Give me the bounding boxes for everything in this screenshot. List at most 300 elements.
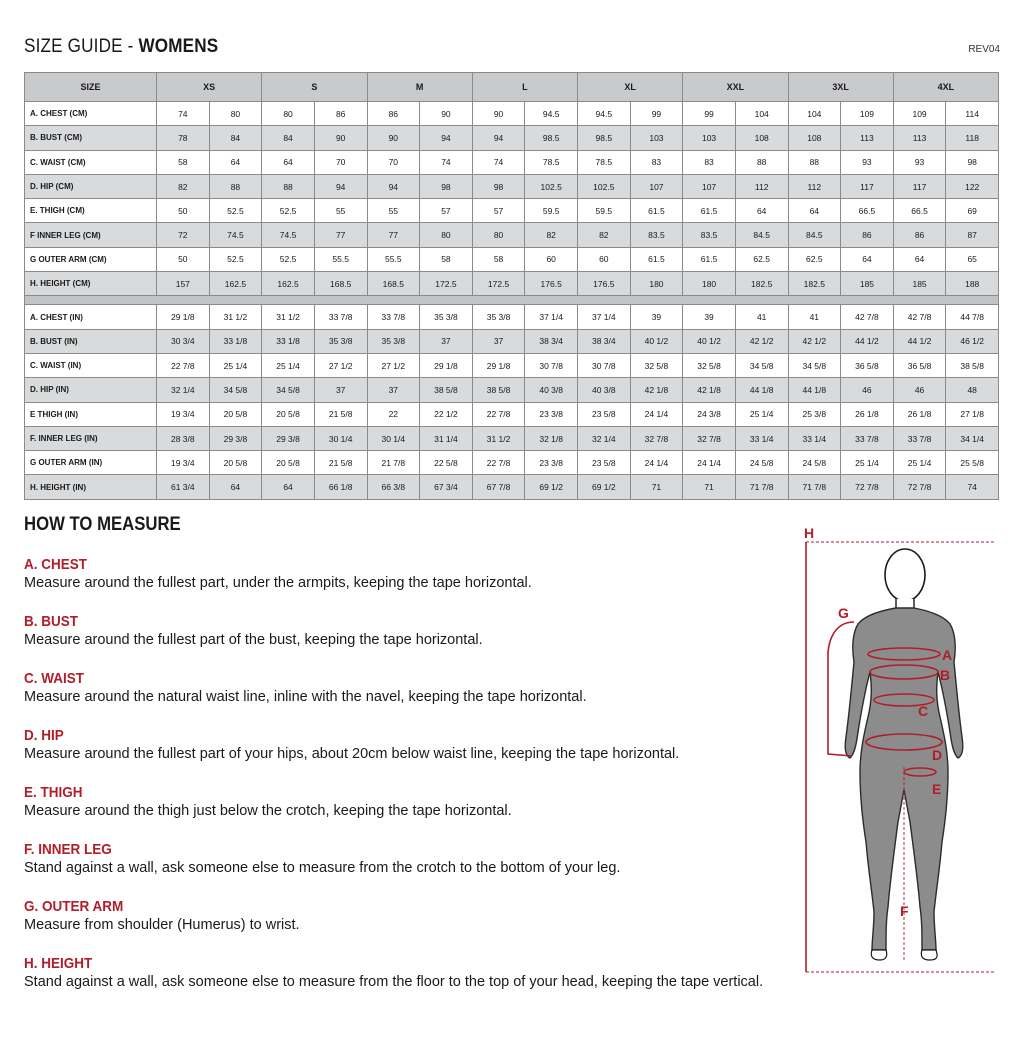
measure-heading: C. WAIST <box>24 670 85 687</box>
table-cell: 33 1/4 <box>788 426 841 450</box>
row-label: E THIGH (IN) <box>25 402 157 426</box>
table-cell: 83 <box>630 150 683 174</box>
table-row <box>25 426 999 450</box>
table-cell: 27 1/8 <box>946 402 999 426</box>
table-cell: 98.5 <box>578 126 631 150</box>
table-cell: 64 <box>893 247 946 271</box>
table-cell: 113 <box>841 126 894 150</box>
table-cell: 90 <box>367 126 420 150</box>
table-cell: 33 1/4 <box>735 426 788 450</box>
table-cell: 32 1/4 <box>578 426 631 450</box>
table-cell: 23 5/8 <box>578 451 631 475</box>
table-cell: 71 7/8 <box>735 475 788 499</box>
table-cell: 19 3/4 <box>157 451 210 475</box>
table-cell: 72 7/8 <box>893 475 946 499</box>
table-cell: 40 1/2 <box>683 329 736 353</box>
table-cell: 83 <box>683 150 736 174</box>
table-cell: 58 <box>157 150 210 174</box>
table-cell: 35 3/8 <box>472 305 525 329</box>
table-cell: 66 1/8 <box>314 475 367 499</box>
title-gender: WOMENS <box>138 36 219 57</box>
measure-item <box>24 613 483 650</box>
table-cell: 61 3/4 <box>157 475 210 499</box>
table-cell: 180 <box>630 272 683 296</box>
measure-text: Stand against a wall, ask someone else to measure from the crotch to the bottom of your leg. <box>24 860 621 876</box>
table-cell: 87 <box>946 223 999 247</box>
table-cell: 35 3/8 <box>367 329 420 353</box>
table-cell: 99 <box>683 102 736 126</box>
table-cell: 44 1/2 <box>893 329 946 353</box>
table-cell: 50 <box>157 199 210 223</box>
table-cell: 55 <box>314 199 367 223</box>
table-cell: 64 <box>841 247 894 271</box>
measure-text: Measure from shoulder (Humerus) to wrist. <box>24 917 300 933</box>
table-row <box>25 247 999 271</box>
table-cell: 25 3/8 <box>788 402 841 426</box>
row-label: G OUTER ARM (IN) <box>25 451 157 475</box>
table-cell: 114 <box>946 102 999 126</box>
table-cell: 182.5 <box>735 272 788 296</box>
label-g: G <box>838 605 849 621</box>
table-cell: 20 5/8 <box>262 451 315 475</box>
table-row <box>25 475 999 499</box>
table-cell: 83.5 <box>683 223 736 247</box>
table-cell: 83.5 <box>630 223 683 247</box>
table-row <box>25 150 999 174</box>
table-cell: 64 <box>788 199 841 223</box>
table-cell: 74 <box>472 150 525 174</box>
row-label: H. HEIGHT (IN) <box>25 475 157 499</box>
table-cell: 94 <box>420 126 473 150</box>
measure-item <box>24 556 532 593</box>
table-cell: 109 <box>893 102 946 126</box>
table-row <box>25 451 999 475</box>
table-cell: 168.5 <box>314 272 367 296</box>
page-title <box>24 36 218 58</box>
table-cell: 44 7/8 <box>946 305 999 329</box>
table-cell: 25 1/4 <box>262 353 315 377</box>
table-cell: 38 5/8 <box>472 378 525 402</box>
table-cell: 117 <box>841 174 894 198</box>
table-cell: 74 <box>420 150 473 174</box>
table-cell: 39 <box>630 305 683 329</box>
table-cell: 24 5/8 <box>735 451 788 475</box>
measure-heading: H. HEIGHT <box>24 955 93 972</box>
table-cell: 98 <box>420 174 473 198</box>
table-cell: 55.5 <box>314 247 367 271</box>
row-label: C. WAIST (CM) <box>25 150 157 174</box>
table-cell: 113 <box>893 126 946 150</box>
table-cell: 25 1/4 <box>209 353 262 377</box>
size-header-row <box>25 73 999 102</box>
table-cell: 98.5 <box>525 126 578 150</box>
table-cell: 30 1/4 <box>367 426 420 450</box>
table-cell: 34 1/4 <box>946 426 999 450</box>
measure-heading: D. HIP <box>24 727 64 744</box>
table-cell: 40 3/8 <box>578 378 631 402</box>
row-label: D. HIP (CM) <box>25 174 157 198</box>
measure-heading: G. OUTER ARM <box>24 898 124 915</box>
table-cell: 98 <box>946 150 999 174</box>
table-cell: 67 3/4 <box>420 475 473 499</box>
label-a: A <box>942 647 953 663</box>
table-row <box>25 378 999 402</box>
table-cell: 61.5 <box>630 199 683 223</box>
table-row <box>25 199 999 223</box>
separator-cell <box>25 296 999 305</box>
table-cell: 80 <box>262 102 315 126</box>
table-cell: 33 7/8 <box>367 305 420 329</box>
table-cell: 25 1/4 <box>841 451 894 475</box>
table-cell: 31 1/2 <box>472 426 525 450</box>
table-cell: 38 3/4 <box>578 329 631 353</box>
table-cell: 38 5/8 <box>420 378 473 402</box>
table-cell: 42 7/8 <box>893 305 946 329</box>
table-cell: 88 <box>735 150 788 174</box>
table-cell: 77 <box>314 223 367 247</box>
table-cell: 84.5 <box>735 223 788 247</box>
table-cell: 88 <box>262 174 315 198</box>
table-cell: 32 5/8 <box>683 353 736 377</box>
label-e: E <box>932 781 942 797</box>
table-cell: 29 3/8 <box>262 426 315 450</box>
table-cell: 32 1/4 <box>157 378 210 402</box>
size-header-xl: XL <box>578 73 683 102</box>
table-cell: 78.5 <box>578 150 631 174</box>
row-label: A. CHEST (IN) <box>25 305 157 329</box>
table-cell: 29 1/8 <box>472 353 525 377</box>
measure-item <box>24 727 679 764</box>
table-cell: 71 7/8 <box>788 475 841 499</box>
table-cell: 84 <box>262 126 315 150</box>
table-cell: 29 1/8 <box>420 353 473 377</box>
table-cell: 99 <box>630 102 683 126</box>
table-cell: 20 5/8 <box>209 402 262 426</box>
table-cell: 40 1/2 <box>630 329 683 353</box>
table-cell: 24 1/4 <box>683 451 736 475</box>
table-cell: 168.5 <box>367 272 420 296</box>
table-cell: 25 1/4 <box>893 451 946 475</box>
table-cell: 42 1/2 <box>735 329 788 353</box>
table-cell: 80 <box>472 223 525 247</box>
table-cell: 117 <box>893 174 946 198</box>
table-cell: 74.5 <box>209 223 262 247</box>
table-cell: 104 <box>788 102 841 126</box>
table-cell: 103 <box>683 126 736 150</box>
table-cell: 44 1/8 <box>788 378 841 402</box>
table-cell: 62.5 <box>788 247 841 271</box>
table-cell: 31 1/2 <box>209 305 262 329</box>
measure-item <box>24 898 300 935</box>
table-cell: 60 <box>578 247 631 271</box>
table-cell: 20 5/8 <box>262 402 315 426</box>
table-cell: 162.5 <box>209 272 262 296</box>
table-cell: 86 <box>893 223 946 247</box>
table-cell: 22 <box>367 402 420 426</box>
label-d: D <box>932 747 943 763</box>
table-cell: 108 <box>788 126 841 150</box>
table-cell: 98 <box>472 174 525 198</box>
table-cell: 34 5/8 <box>262 378 315 402</box>
table-cell: 57 <box>472 199 525 223</box>
table-cell: 32 7/8 <box>630 426 683 450</box>
table-cell: 103 <box>630 126 683 150</box>
table-cell: 60 <box>525 247 578 271</box>
table-cell: 59.5 <box>578 199 631 223</box>
row-label: B. BUST (CM) <box>25 126 157 150</box>
measure-text: Measure around the fullest part of your hips, about 20cm below waist line, keeping the tape horizontal. <box>24 746 680 762</box>
table-separator <box>25 296 999 305</box>
size-header-xxl: XXL <box>683 73 788 102</box>
size-table <box>24 72 999 500</box>
table-cell: 24 1/4 <box>630 451 683 475</box>
size-header-m: M <box>367 73 472 102</box>
table-cell: 21 5/8 <box>314 402 367 426</box>
table-cell: 182.5 <box>788 272 841 296</box>
table-cell: 39 <box>683 305 736 329</box>
table-cell: 82 <box>157 174 210 198</box>
table-cell: 30 7/8 <box>525 353 578 377</box>
table-cell: 157 <box>157 272 210 296</box>
table-cell: 185 <box>893 272 946 296</box>
table-cell: 42 7/8 <box>841 305 894 329</box>
table-cell: 19 3/4 <box>157 402 210 426</box>
table-cell: 107 <box>683 174 736 198</box>
table-cell: 24 5/8 <box>788 451 841 475</box>
size-header-4xl: 4XL <box>893 73 998 102</box>
table-cell: 71 <box>683 475 736 499</box>
table-cell: 64 <box>262 475 315 499</box>
measure-heading: B. BUST <box>24 613 78 630</box>
row-label: D. HIP (IN) <box>25 378 157 402</box>
measure-heading: F. INNER LEG <box>24 841 112 858</box>
table-cell: 30 1/4 <box>314 426 367 450</box>
table-cell: 94.5 <box>525 102 578 126</box>
table-cell: 93 <box>841 150 894 174</box>
table-cell: 57 <box>420 199 473 223</box>
row-label: A. CHEST (CM) <box>25 102 157 126</box>
table-cell: 42 1/8 <box>683 378 736 402</box>
table-cell: 26 1/8 <box>841 402 894 426</box>
table-cell: 80 <box>420 223 473 247</box>
table-cell: 66 3/8 <box>367 475 420 499</box>
table-cell: 21 7/8 <box>367 451 420 475</box>
table-cell: 69 1/2 <box>578 475 631 499</box>
table-cell: 72 7/8 <box>841 475 894 499</box>
table-cell: 25 1/4 <box>735 402 788 426</box>
size-header-l: L <box>472 73 577 102</box>
measure-item <box>24 670 587 707</box>
table-cell: 38 5/8 <box>946 353 999 377</box>
table-cell: 176.5 <box>578 272 631 296</box>
table-cell: 78.5 <box>525 150 578 174</box>
table-cell: 22 7/8 <box>157 353 210 377</box>
table-row <box>25 329 999 353</box>
table-cell: 46 <box>841 378 894 402</box>
title-prefix: SIZE GUIDE - <box>24 36 139 57</box>
measure-text: Stand against a wall, ask someone else to measure from the floor to the top of your head, keeping the tape vertical. <box>24 974 764 990</box>
table-cell: 94 <box>472 126 525 150</box>
table-cell: 66.5 <box>841 199 894 223</box>
table-cell: 66.5 <box>893 199 946 223</box>
table-cell: 22 1/2 <box>420 402 473 426</box>
table-cell: 108 <box>735 126 788 150</box>
table-cell: 52.5 <box>262 247 315 271</box>
table-cell: 23 3/8 <box>525 451 578 475</box>
table-cell: 176.5 <box>525 272 578 296</box>
table-cell: 33 7/8 <box>314 305 367 329</box>
table-cell: 90 <box>314 126 367 150</box>
table-cell: 32 5/8 <box>630 353 683 377</box>
measure-item <box>24 784 512 821</box>
table-cell: 34 5/8 <box>209 378 262 402</box>
table-cell: 30 7/8 <box>578 353 631 377</box>
size-header-xs: XS <box>157 73 262 102</box>
table-cell: 72 <box>157 223 210 247</box>
row-label: C. WAIST (IN) <box>25 353 157 377</box>
measure-heading: E. THIGH <box>24 784 83 801</box>
table-cell: 23 3/8 <box>525 402 578 426</box>
table-cell: 104 <box>735 102 788 126</box>
table-cell: 86 <box>314 102 367 126</box>
table-cell: 61.5 <box>683 247 736 271</box>
table-cell: 94 <box>367 174 420 198</box>
table-cell: 69 <box>946 199 999 223</box>
table-cell: 80 <box>209 102 262 126</box>
label-h: H <box>804 525 815 541</box>
table-cell: 36 5/8 <box>841 353 894 377</box>
table-cell: 33 1/8 <box>209 329 262 353</box>
table-cell: 55 <box>367 199 420 223</box>
table-cell: 122 <box>946 174 999 198</box>
table-cell: 33 7/8 <box>893 426 946 450</box>
table-cell: 55.5 <box>367 247 420 271</box>
table-cell: 26 1/8 <box>893 402 946 426</box>
table-cell: 29 1/8 <box>157 305 210 329</box>
table-row <box>25 126 999 150</box>
table-cell: 41 <box>788 305 841 329</box>
table-cell: 67 7/8 <box>472 475 525 499</box>
table-cell: 74.5 <box>262 223 315 247</box>
table-cell: 32 7/8 <box>683 426 736 450</box>
table-cell: 64 <box>262 150 315 174</box>
row-label: B. BUST (IN) <box>25 329 157 353</box>
table-cell: 109 <box>841 102 894 126</box>
table-cell: 188 <box>946 272 999 296</box>
table-cell: 48 <box>946 378 999 402</box>
table-cell: 22 7/8 <box>472 451 525 475</box>
how-to-measure-title: HOW TO MEASURE <box>24 514 181 535</box>
table-cell: 24 1/4 <box>630 402 683 426</box>
table-cell: 88 <box>209 174 262 198</box>
size-header-label: SIZE <box>25 73 157 102</box>
measure-text: Measure around the fullest part, under the armpits, keeping the tape horizontal. <box>24 575 532 591</box>
table-cell: 44 1/2 <box>841 329 894 353</box>
table-cell: 50 <box>157 247 210 271</box>
table-cell: 28 3/8 <box>157 426 210 450</box>
table-cell: 27 1/2 <box>367 353 420 377</box>
table-cell: 37 <box>367 378 420 402</box>
table-cell: 20 5/8 <box>209 451 262 475</box>
table-cell: 59.5 <box>525 199 578 223</box>
table-cell: 62.5 <box>735 247 788 271</box>
table-cell: 172.5 <box>472 272 525 296</box>
table-cell: 162.5 <box>262 272 315 296</box>
table-cell: 42 1/8 <box>630 378 683 402</box>
table-cell: 35 3/8 <box>420 305 473 329</box>
table-cell: 33 7/8 <box>841 426 894 450</box>
table-cell: 64 <box>735 199 788 223</box>
table-cell: 64 <box>209 150 262 174</box>
table-cell: 64 <box>209 475 262 499</box>
table-row <box>25 223 999 247</box>
table-cell: 86 <box>841 223 894 247</box>
table-cell: 37 <box>420 329 473 353</box>
table-cell: 77 <box>367 223 420 247</box>
table-cell: 21 5/8 <box>314 451 367 475</box>
table-cell: 25 5/8 <box>946 451 999 475</box>
table-cell: 27 1/2 <box>314 353 367 377</box>
table-cell: 37 1/4 <box>525 305 578 329</box>
label-b: B <box>940 667 951 683</box>
table-cell: 185 <box>841 272 894 296</box>
table-cell: 52.5 <box>209 199 262 223</box>
table-cell: 180 <box>683 272 736 296</box>
row-label: F INNER LEG (CM) <box>25 223 157 247</box>
table-cell: 38 3/4 <box>525 329 578 353</box>
table-cell: 32 1/8 <box>525 426 578 450</box>
table-cell: 52.5 <box>209 247 262 271</box>
table-cell: 82 <box>578 223 631 247</box>
table-cell: 37 1/4 <box>578 305 631 329</box>
table-cell: 31 1/2 <box>262 305 315 329</box>
measure-text: Measure around the thigh just below the crotch, keeping the tape horizontal. <box>24 803 512 819</box>
table-cell: 82 <box>525 223 578 247</box>
table-cell: 22 5/8 <box>420 451 473 475</box>
table-cell: 37 <box>314 378 367 402</box>
table-cell: 61.5 <box>683 199 736 223</box>
table-cell: 34 5/8 <box>788 353 841 377</box>
table-cell: 93 <box>893 150 946 174</box>
measure-item <box>24 841 620 878</box>
table-cell: 69 1/2 <box>525 475 578 499</box>
measure-heading: A. CHEST <box>24 556 88 573</box>
table-cell: 94.5 <box>578 102 631 126</box>
body-figure <box>800 522 1000 977</box>
table-cell: 70 <box>367 150 420 174</box>
table-cell: 37 <box>472 329 525 353</box>
size-header-s: S <box>262 73 367 102</box>
table-cell: 112 <box>735 174 788 198</box>
row-label: G OUTER ARM (CM) <box>25 247 157 271</box>
table-cell: 94 <box>314 174 367 198</box>
table-cell: 74 <box>157 102 210 126</box>
table-cell: 61.5 <box>630 247 683 271</box>
table-cell: 90 <box>420 102 473 126</box>
table-cell: 74 <box>946 475 999 499</box>
table-cell: 118 <box>946 126 999 150</box>
table-cell: 58 <box>420 247 473 271</box>
table-cell: 22 7/8 <box>472 402 525 426</box>
table-cell: 52.5 <box>262 199 315 223</box>
table-cell: 46 1/2 <box>946 329 999 353</box>
table-cell: 29 3/8 <box>209 426 262 450</box>
table-cell: 30 3/4 <box>157 329 210 353</box>
table-row <box>25 305 999 329</box>
table-cell: 78 <box>157 126 210 150</box>
table-cell: 107 <box>630 174 683 198</box>
table-cell: 86 <box>367 102 420 126</box>
